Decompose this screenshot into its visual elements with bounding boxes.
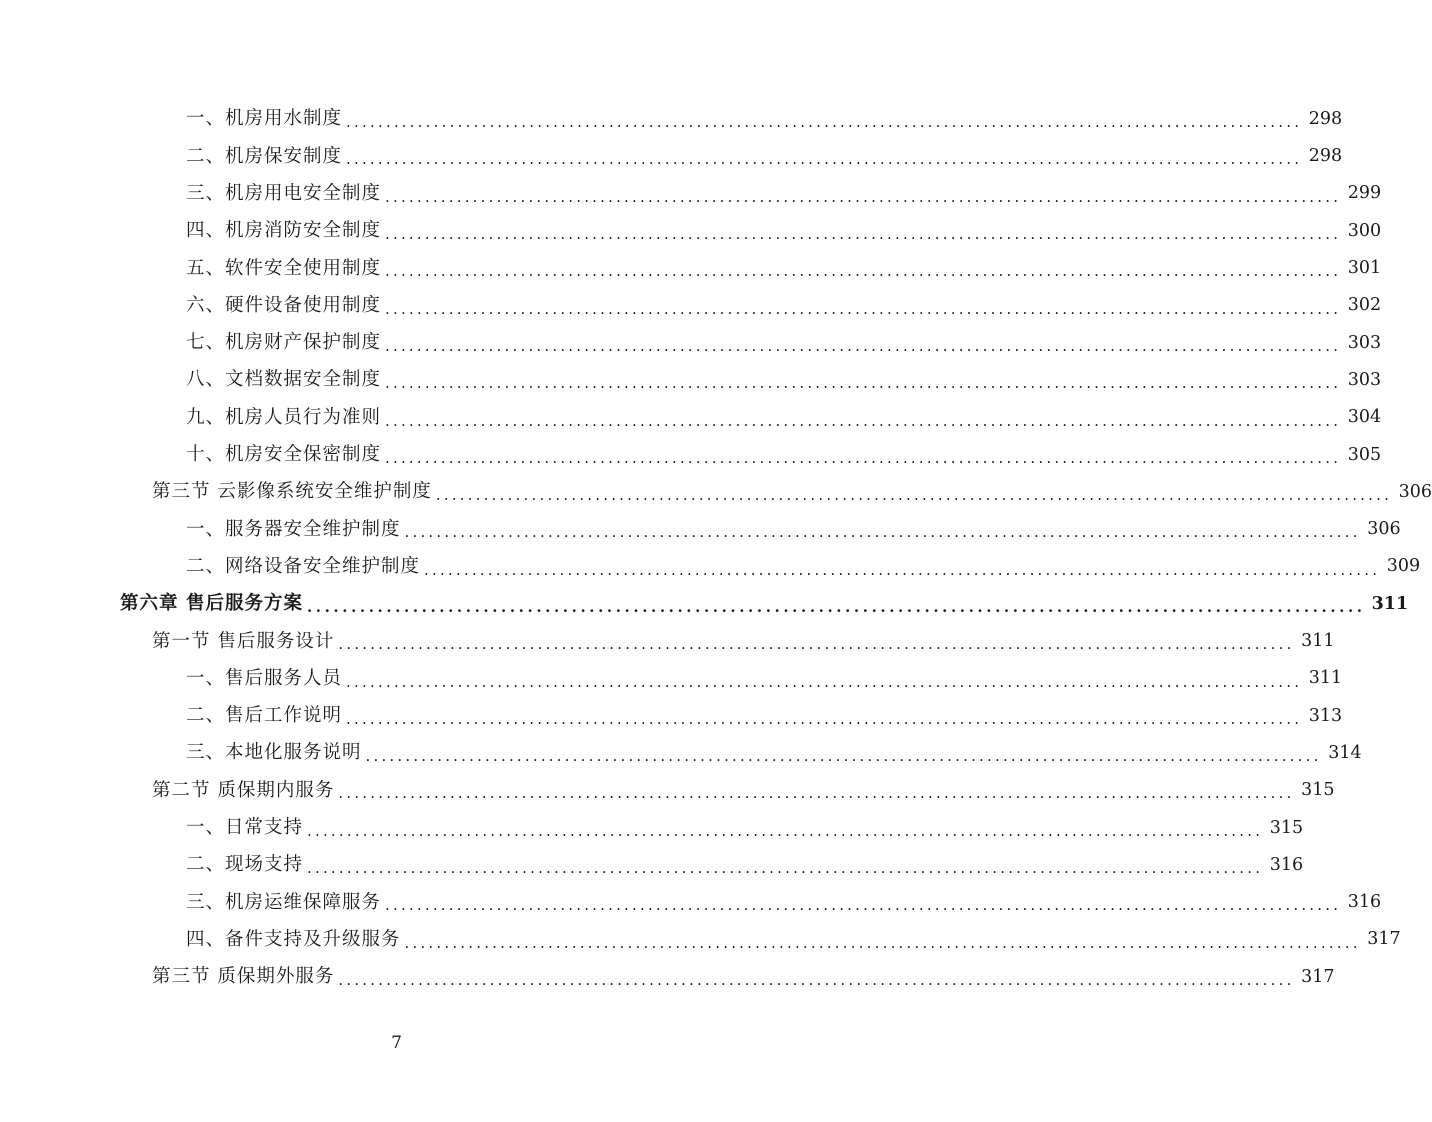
- toc-entry-title: 二、网络设备安全维护制度: [186, 555, 421, 577]
- toc-entry-page: 311: [1308, 668, 1343, 689]
- toc-subsection-entry[interactable]: [0, 362, 1382, 399]
- toc-subsection-entry[interactable]: [0, 250, 1382, 287]
- toc-entry-title: 三、机房运维保障服务: [186, 891, 382, 913]
- toc-dot-leader: ........................................................................................................................: [385, 374, 1342, 393]
- toc-entry-title: 六、硬件设备使用制度: [186, 294, 382, 316]
- toc-entry-title: 十、机房安全保密制度: [186, 444, 382, 466]
- toc-dot-leader: ........................................................................................................................: [346, 709, 1303, 728]
- toc-entry-page: 306: [1367, 519, 1401, 540]
- toc-entry-title: 第二节 质保期内服务: [152, 779, 335, 801]
- toc-entry-page: 301: [1347, 258, 1382, 279]
- toc-entry-title: 一、机房用水制度: [186, 108, 343, 130]
- toc-subsection-entry[interactable]: [0, 437, 1382, 474]
- toc-dot-leader: ........................................................................................................................: [346, 113, 1303, 132]
- toc-entry-page: 302: [1347, 295, 1382, 316]
- toc-dot-leader: ........................................................................................................................: [306, 598, 1366, 616]
- toc-subsection-entry[interactable]: [0, 884, 1382, 921]
- toc-entry-title: 第三节 质保期外服务: [152, 966, 335, 988]
- toc-subsection-entry[interactable]: [0, 213, 1382, 250]
- toc-subsection-entry[interactable]: [0, 847, 1304, 884]
- toc-dot-leader: ........................................................................................................................: [346, 672, 1303, 691]
- toc-entry-page: 305: [1347, 444, 1382, 465]
- toc-entry-page: 314: [1328, 742, 1362, 763]
- toc-dot-leader: ........................................................................................................................: [338, 784, 1295, 803]
- toc-dot-leader: ........................................................................................................................: [307, 859, 1264, 878]
- toc-subsection-entry[interactable]: [0, 549, 1421, 586]
- toc-dot-leader: ........................................................................................................................: [385, 411, 1342, 430]
- toc-entry-title: 五、软件安全使用制度: [186, 257, 382, 279]
- toc-entry-title: 二、售后工作说明: [186, 705, 343, 727]
- toc-entry-title: 二、现场支持: [186, 854, 304, 876]
- toc-dot-leader: ........................................................................................................................: [338, 970, 1295, 989]
- toc-entry-title: 一、售后服务人员: [186, 667, 343, 689]
- toc-entry-page: 298: [1308, 108, 1343, 129]
- toc-dot-leader: ........................................................................................................................: [385, 896, 1342, 915]
- toc-entry-page: 299: [1347, 183, 1382, 204]
- table-of-contents: [0, 101, 1432, 996]
- toc-subsection-entry[interactable]: [0, 922, 1401, 959]
- toc-entry-title: 一、日常支持: [186, 817, 304, 839]
- toc-entry-title: 三、本地化服务说明: [186, 742, 362, 764]
- toc-subsection-entry[interactable]: [0, 399, 1382, 436]
- toc-subsection-entry[interactable]: [0, 101, 1343, 138]
- toc-entry-title: 四、备件支持及升级服务: [186, 928, 401, 950]
- toc-dot-leader: ........................................................................................................................: [385, 187, 1342, 206]
- toc-dot-leader: ........................................................................................................................: [385, 299, 1342, 318]
- toc-subsection-entry[interactable]: [0, 698, 1343, 735]
- toc-section-entry[interactable]: [0, 959, 1335, 996]
- toc-entry-title: 一、服务器安全维护制度: [186, 518, 401, 540]
- toc-entry-page: 316: [1347, 892, 1382, 913]
- toc-entry-page: 298: [1308, 146, 1343, 167]
- toc-entry-page: 311: [1371, 593, 1409, 614]
- toc-entry-page: 313: [1308, 705, 1343, 726]
- toc-dot-leader: ........................................................................................................................: [307, 821, 1264, 840]
- toc-entry-title: 九、机房人员行为准则: [186, 406, 382, 428]
- toc-subsection-entry[interactable]: [0, 511, 1401, 548]
- toc-subsection-entry[interactable]: [0, 287, 1382, 324]
- toc-entry-page: 316: [1269, 854, 1304, 875]
- toc-subsection-entry[interactable]: [0, 138, 1343, 175]
- toc-entry-page: 311: [1301, 631, 1335, 652]
- toc-entry-title: 七、机房财产保护制度: [186, 332, 382, 354]
- toc-section-entry[interactable]: [0, 623, 1335, 660]
- toc-entry-page: 315: [1269, 817, 1304, 838]
- toc-subsection-entry[interactable]: [0, 660, 1343, 697]
- toc-entry-title: 二、机房保安制度: [186, 145, 343, 167]
- toc-chapter-entry[interactable]: [0, 586, 1409, 623]
- toc-dot-leader: ........................................................................................................................: [365, 747, 1322, 766]
- toc-entry-page: 303: [1347, 332, 1382, 353]
- toc-dot-leader: ........................................................................................................................: [385, 225, 1342, 244]
- toc-dot-leader: ........................................................................................................................: [404, 523, 1361, 542]
- toc-entry-page: 317: [1301, 966, 1335, 987]
- toc-entry-page: 315: [1301, 780, 1335, 801]
- toc-entry-title: 第三节 云影像系统安全维护制度: [152, 481, 432, 503]
- toc-dot-leader: ........................................................................................................................: [346, 150, 1303, 169]
- toc-dot-leader: ........................................................................................................................: [385, 336, 1342, 355]
- toc-subsection-entry[interactable]: [0, 325, 1382, 362]
- toc-dot-leader: ........................................................................................................................: [404, 933, 1361, 952]
- toc-subsection-entry[interactable]: [0, 735, 1362, 772]
- toc-subsection-entry[interactable]: [0, 810, 1304, 847]
- toc-entry-title: 八、文档数据安全制度: [186, 369, 382, 391]
- toc-entry-page: 317: [1367, 929, 1401, 950]
- toc-subsection-entry[interactable]: [0, 176, 1382, 213]
- toc-entry-title: 四、机房消防安全制度: [186, 220, 382, 242]
- toc-dot-leader: ........................................................................................................................: [435, 486, 1393, 505]
- toc-dot-leader: ........................................................................................................................: [385, 262, 1342, 281]
- toc-entry-page: 303: [1347, 369, 1382, 390]
- toc-entry-page: 306: [1398, 481, 1432, 502]
- toc-dot-leader: ........................................................................................................................: [338, 635, 1295, 654]
- toc-entry-title: 第一节 售后服务设计: [152, 630, 335, 652]
- toc-entry-page: 309: [1386, 556, 1421, 577]
- page-number: 7: [391, 1033, 402, 1053]
- toc-dot-leader: ........................................................................................................................: [424, 560, 1381, 579]
- toc-section-entry[interactable]: [0, 772, 1335, 809]
- toc-entry-page: 300: [1347, 220, 1382, 241]
- toc-entry-title: 第六章 售后服务方案: [120, 593, 303, 615]
- toc-dot-leader: ........................................................................................................................: [385, 448, 1342, 467]
- toc-section-entry[interactable]: [0, 474, 1432, 511]
- toc-entry-page: 304: [1347, 407, 1382, 428]
- toc-entry-title: 三、机房用电安全制度: [186, 182, 382, 204]
